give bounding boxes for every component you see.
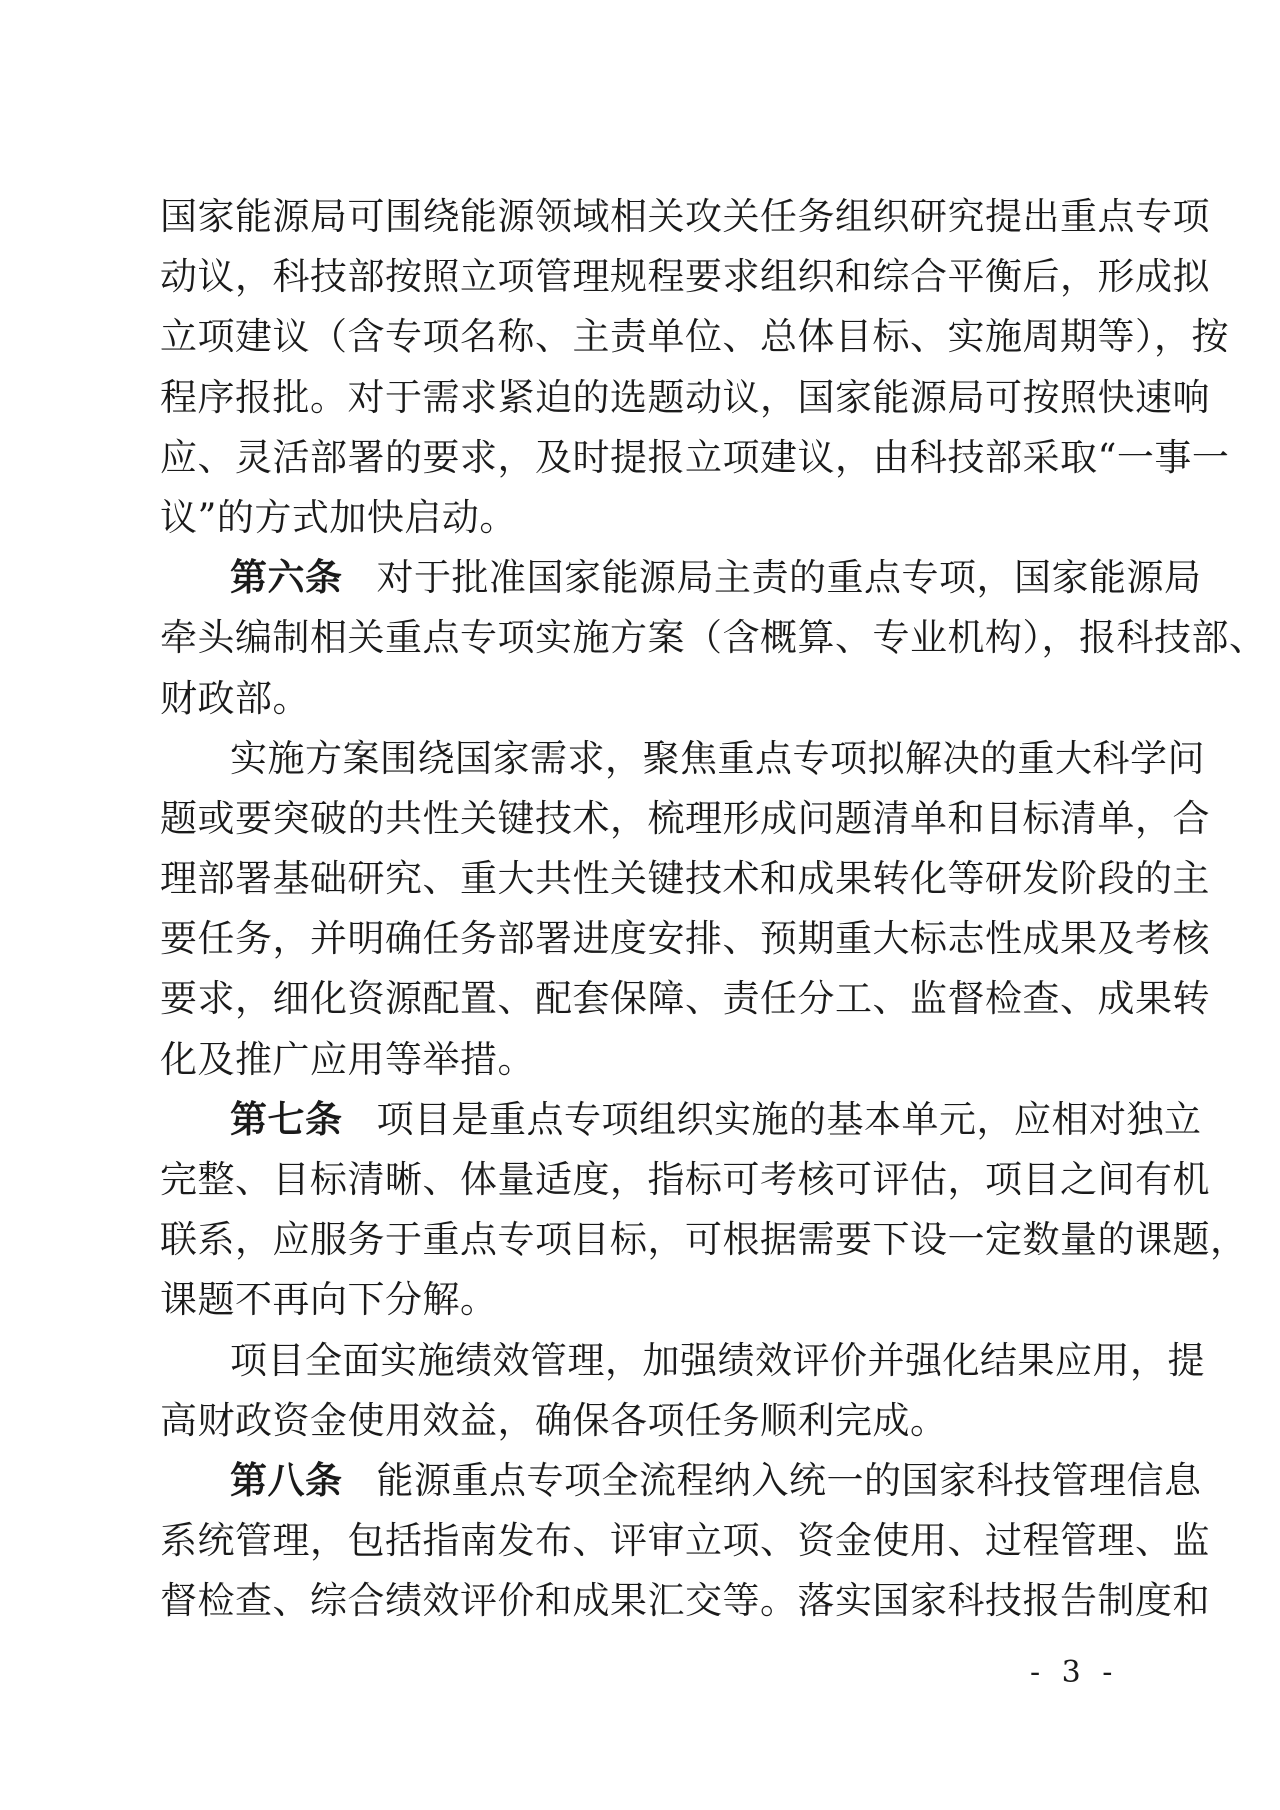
text-line: 要任务，并明确任务部署进度安排、预期重大标志性成果及考核 [160, 917, 1210, 961]
document-body [160, 187, 1267, 1632]
text-line: 化及推广应用等举措。 [160, 1037, 535, 1081]
page-number: - 3 - [1030, 1655, 1119, 1690]
paragraph [160, 1331, 1205, 1451]
text-line: 项目全面实施绩效管理，加强绩效评价并强化结果应用，提 [230, 1338, 1205, 1382]
text-line: 实施方案围绕国家需求，聚焦重点专项拟解决的重大科学问 [230, 736, 1205, 780]
text-line: 牵头编制相关重点专项实施方案（含概算、专业机构），报科技部、 [160, 616, 1267, 660]
article-7 [160, 1090, 1248, 1331]
text-line: 议”的方式加快启动。 [160, 495, 517, 539]
text-line: 系统管理，包括指南发布、评审立项、资金使用、过程管理、监 [160, 1519, 1210, 1563]
text-line: 动议，科技部按照立项管理规程要求组织和综合平衡后，形成拟 [160, 255, 1210, 299]
text-line: 联系，应服务于重点专项目标，可根据需要下设一定数量的课题， [160, 1218, 1248, 1262]
text-line: 督检查、综合绩效评价和成果汇交等。落实国家科技报告制度和 [160, 1579, 1210, 1623]
paragraph [160, 187, 1230, 548]
article-8 [160, 1451, 1210, 1632]
text-line: 应、灵活部署的要求，及时提报立项建议，由科技部采取“一事一 [160, 435, 1230, 479]
text-line: 国家能源局可围绕能源领域相关攻关任务组织研究提出重点专项 [160, 195, 1210, 238]
text-line [160, 1451, 1202, 1511]
paragraph [160, 729, 1210, 1090]
article-6 [160, 548, 1267, 729]
text-line [160, 548, 1202, 608]
article-label: 第七条 [230, 1097, 343, 1141]
text-run: 项目是重点专项组织实施的基本单元，应相对独立 [376, 1097, 1202, 1141]
text-line: 立项建议（含专项名称、主责单位、总体目标、实施周期等），按 [160, 315, 1229, 359]
text-line: 完整、目标清晰、体量适度，指标可考核可评估，项目之间有机 [160, 1158, 1210, 1201]
text-run: 能源重点专项全流程纳入统一的国家科技管理信息 [376, 1458, 1202, 1502]
article-label: 第八条 [230, 1458, 343, 1502]
article-label: 第六条 [230, 556, 343, 600]
text-run: 对于批准国家能源局主责的重点专项，国家能源局 [376, 556, 1202, 600]
text-line: 高财政资金使用效益，确保各项任务顺利完成。 [160, 1398, 948, 1442]
text-line [160, 1090, 1202, 1150]
text-line: 课题不再向下分解。 [160, 1278, 498, 1322]
text-line: 题或要突破的共性关键技术，梳理形成问题清单和目标清单，合 [160, 796, 1210, 840]
text-line: 理部署基础研究、重大共性关键技术和成果转化等研发阶段的主 [160, 857, 1210, 901]
text-line: 程序报批。对于需求紧迫的选题动议，国家能源局可按照快速响 [160, 375, 1210, 419]
text-line: 要求，细化资源配置、配套保障、责任分工、监督检查、成果转 [160, 977, 1210, 1021]
text-line: 财政部。 [160, 676, 310, 720]
